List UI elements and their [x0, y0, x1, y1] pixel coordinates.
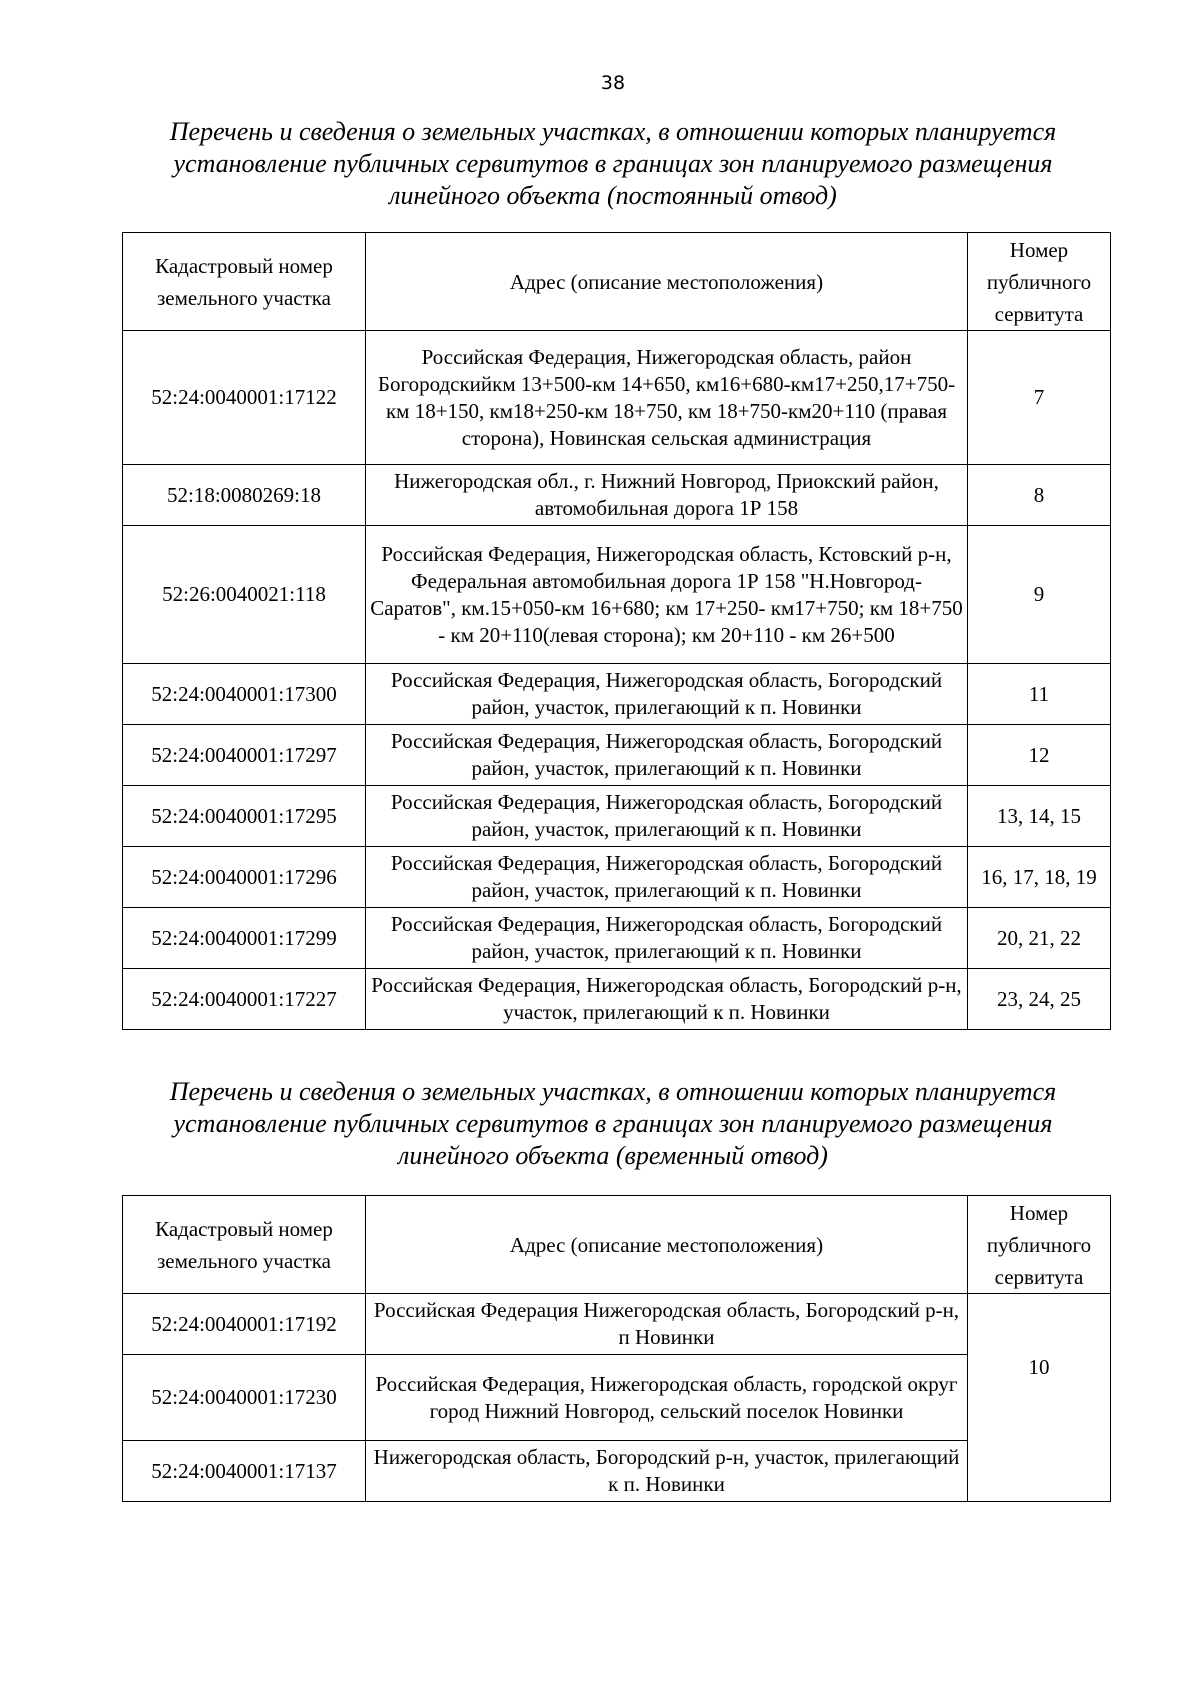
table-row — [123, 1294, 1111, 1355]
title-line: установление публичных сервитутов в границах зон планируемого размещения — [173, 1109, 1053, 1138]
address-cell: Нижегородская обл., г. Нижний Новгород, Приокский район, автомобильная дорога 1Р 158 — [366, 465, 968, 526]
servitude-cell: 8 — [968, 465, 1111, 526]
section-title-temporary — [112, 1076, 1114, 1172]
servitude-cell: 7 — [968, 331, 1111, 465]
cadastral-cell: 52:24:0040001:17227 — [123, 969, 366, 1030]
table-row — [123, 526, 1111, 664]
header-cadastral: Кадастровый номер земельного участка — [123, 1196, 366, 1294]
table-row — [123, 1441, 1111, 1502]
cadastral-cell: 52:24:0040001:17230 — [123, 1355, 366, 1441]
cadastral-cell: 52:24:0040001:17192 — [123, 1294, 366, 1355]
cadastral-cell: 52:24:0040001:17296 — [123, 847, 366, 908]
cadastral-cell: 52:18:0080269:18 — [123, 465, 366, 526]
table-row — [123, 908, 1111, 969]
table-row — [123, 969, 1111, 1030]
page-number: 38 — [600, 72, 626, 94]
table-header-row — [123, 1196, 1111, 1294]
address-cell: Нижегородская область, Богородский р-н, участок, прилегающий к п. Новинки — [366, 1441, 968, 1502]
title-line: линейного объекта (постоянный отвод) — [389, 181, 837, 210]
header-servitude: Номер публичного сервитута — [968, 233, 1111, 331]
table-row — [123, 664, 1111, 725]
servitude-cell: 9 — [968, 526, 1111, 664]
cadastral-cell: 52:24:0040001:17137 — [123, 1441, 366, 1502]
servitude-cell: 12 — [968, 725, 1111, 786]
address-cell: Российская Федерация, Нижегородская область, Богородский район, участок, прилегающий к п. Новинки — [366, 908, 968, 969]
section-title-permanent — [112, 116, 1114, 212]
cadastral-cell: 52:24:0040001:17297 — [123, 725, 366, 786]
cadastral-cell: 52:26:0040021:118 — [123, 526, 366, 664]
cadastral-cell: 52:24:0040001:17300 — [123, 664, 366, 725]
title-line: линейного объекта (временный отвод) — [398, 1141, 828, 1170]
address-cell: Российская Федерация, Нижегородская область, район Богородскийкм 13+500-км 14+650, км16+680-км17+250,17+750-км 18+150, км18+250-км 18+750, км 18+750-км20+110 (правая сторона), Новинская сельская администрация — [366, 331, 968, 465]
table-row — [123, 1355, 1111, 1441]
header-address: Адрес (описание местоположения) — [366, 233, 968, 331]
servitude-cell: 11 — [968, 664, 1111, 725]
address-cell: Российская Федерация, Нижегородская область, Богородский район, участок, прилегающий к п. Новинки — [366, 725, 968, 786]
permanent-plots-table — [122, 232, 1111, 1030]
address-cell: Российская Федерация, Нижегородская область, Богородский район, участок, прилегающий к п. Новинки — [366, 847, 968, 908]
table-row — [123, 786, 1111, 847]
table-row — [123, 331, 1111, 465]
table-row — [123, 847, 1111, 908]
header-servitude: Номер публичного сервитута — [968, 1196, 1111, 1294]
servitude-cell-merged: 10 — [968, 1294, 1111, 1502]
title-line: установление публичных сервитутов в границах зон планируемого размещения — [173, 149, 1053, 178]
address-cell: Российская Федерация, Нижегородская область, Богородский район, участок, прилегающий к п. Новинки — [366, 664, 968, 725]
title-line: Перечень и сведения о земельных участках, в отношении которых планируется — [169, 117, 1057, 146]
cadastral-cell: 52:24:0040001:17295 — [123, 786, 366, 847]
title-line: Перечень и сведения о земельных участках, в отношении которых планируется — [169, 1077, 1057, 1106]
cadastral-cell: 52:24:0040001:17299 — [123, 908, 366, 969]
address-cell: Российская Федерация, Нижегородская область, Богородский район, участок, прилегающий к п. Новинки — [366, 786, 968, 847]
address-cell: Российская Федерация, Нижегородская область, городской округ город Нижний Новгород, сельский поселок Новинки — [366, 1355, 968, 1441]
temporary-plots-table — [122, 1195, 1111, 1502]
cadastral-cell: 52:24:0040001:17122 — [123, 331, 366, 465]
servitude-cell: 23, 24, 25 — [968, 969, 1111, 1030]
header-cadastral: Кадастровый номер земельного участка — [123, 233, 366, 331]
servitude-cell: 16, 17, 18, 19 — [968, 847, 1111, 908]
address-cell: Российская Федерация, Нижегородская область, Богородский р-н, участок, прилегающий к п. Новинки — [366, 969, 968, 1030]
address-cell: Российская Федерация, Нижегородская область, Кстовский р-н, Федеральная автомобильная дорога 1Р 158 "Н.Новгород-Саратов", км.15+050-км 16+680; км 17+250- км17+750; км 18+750 - км 20+110(левая сторона); км 20+110 - км 26+500 — [366, 526, 968, 664]
table-header-row — [123, 233, 1111, 331]
address-cell: Российская Федерация Нижегородская область, Богородский р-н, п Новинки — [366, 1294, 968, 1355]
servitude-cell: 13, 14, 15 — [968, 786, 1111, 847]
servitude-cell: 20, 21, 22 — [968, 908, 1111, 969]
header-address: Адрес (описание местоположения) — [366, 1196, 968, 1294]
table-row — [123, 725, 1111, 786]
table-row — [123, 465, 1111, 526]
